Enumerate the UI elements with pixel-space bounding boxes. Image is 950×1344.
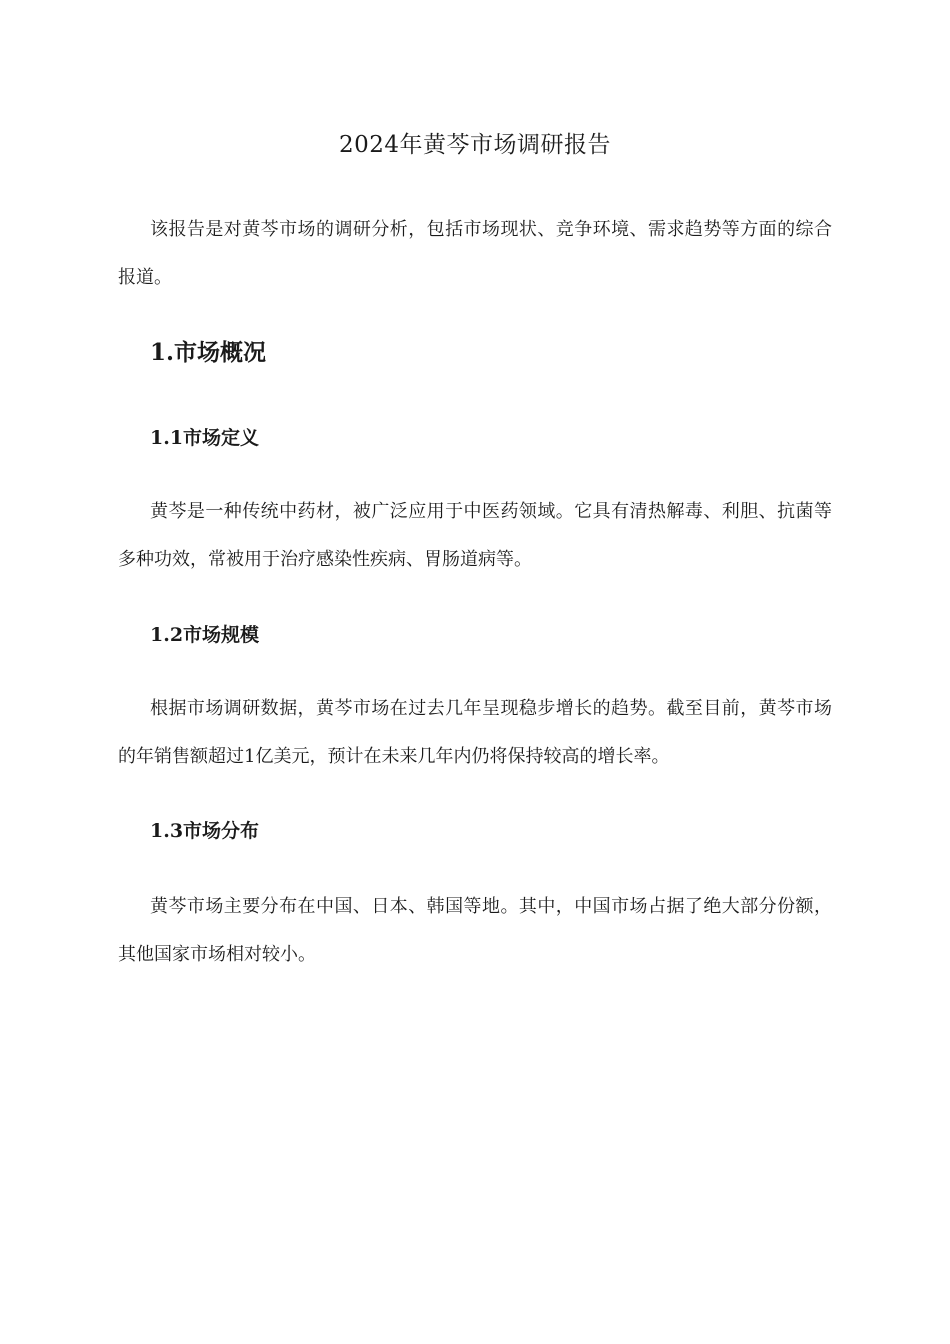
subsection-1-2-heading: 1.2市场规模 bbox=[150, 624, 260, 646]
subsection-1-1-paragraph: 黄芩是一种传统中药材，被广泛应用于中医药领域。它具有清热解毒、利胆、抗菌等多种功效，常被用于治疗感染性疾病、胃肠道病等。 bbox=[118, 501, 832, 570]
subsection-1-3-paragraph: 黄芩市场主要分布在中国、日本、韩国等地。其中，中国市场占据了绝大部分份额，其他国家市场相对较小。 bbox=[118, 896, 832, 965]
subsection-1-1-heading: 1.1市场定义 bbox=[150, 427, 260, 449]
intro-paragraph: 该报告是对黄芩市场的调研分析，包括市场现状、竞争环境、需求趋势等方面的综合报道。 bbox=[118, 219, 832, 288]
subsection-1-3-heading: 1.3市场分布 bbox=[150, 820, 260, 842]
section-1-heading: 1.市场概况 bbox=[150, 339, 267, 366]
subsection-1-2-paragraph: 根据市场调研数据，黄芩市场在过去几年呈现稳步增长的趋势。截至目前，黄芩市场的年销售额超过1亿美元，预计在未来几年内仍将保持较高的增长率。 bbox=[118, 698, 832, 767]
document-title: 2024年黄芩市场调研报告 bbox=[338, 132, 612, 158]
